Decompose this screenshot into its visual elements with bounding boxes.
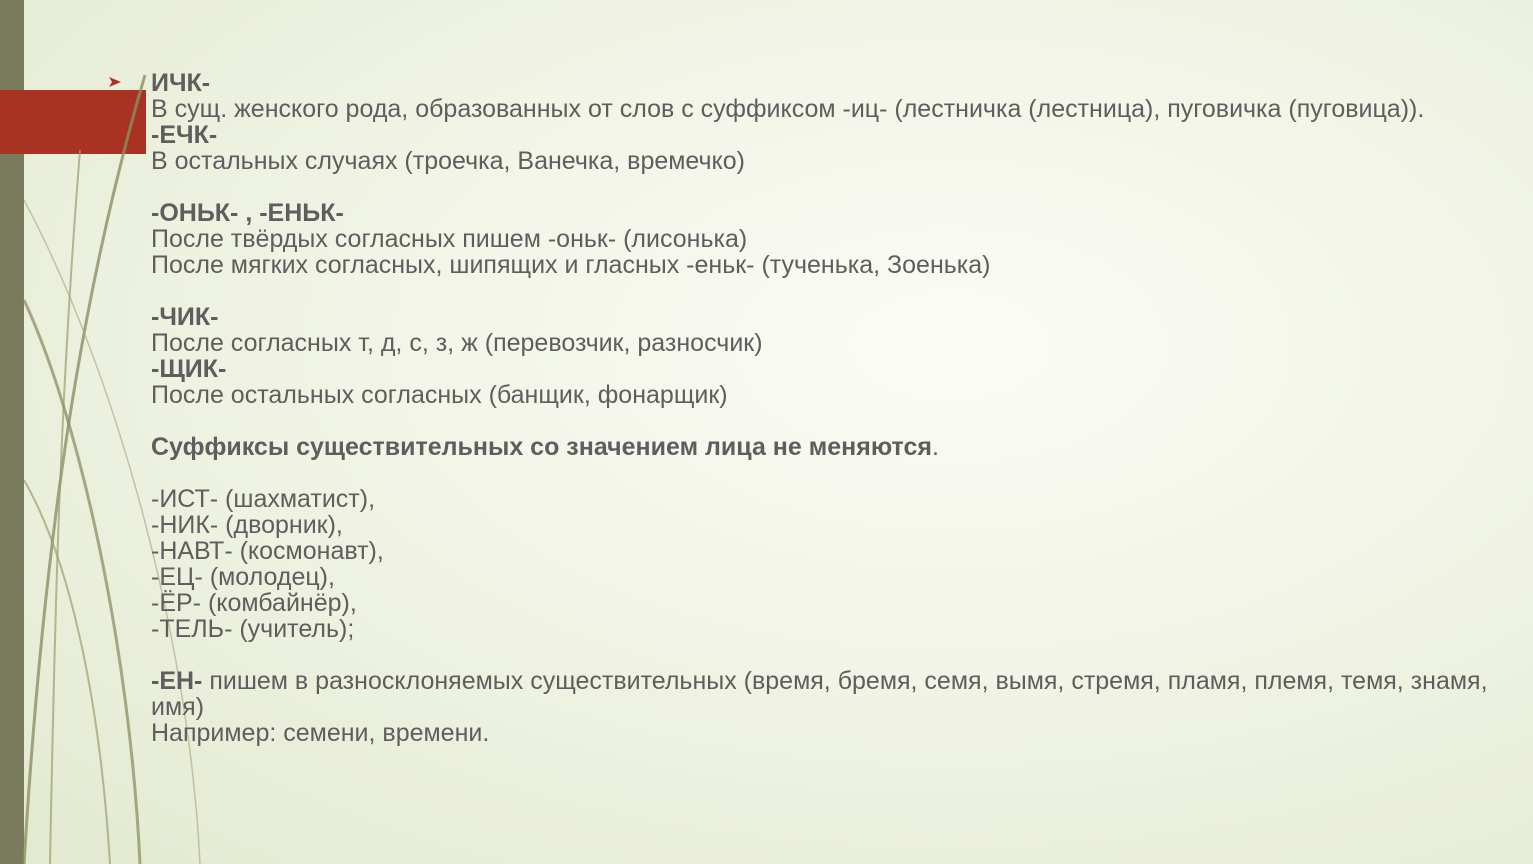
- suffix-list-item: -НИК- (дворник),: [151, 511, 343, 539]
- onk-rule-hard: После твёрдых согласных пишем -оньк- (лисонька): [151, 225, 748, 253]
- arrow-bullet-icon: [108, 76, 122, 88]
- person-suffix-rule-end: .: [931, 433, 939, 461]
- suffix-list-item: -ЁР- (комбайнёр),: [151, 589, 357, 617]
- en-rule: [151, 668, 1511, 720]
- shchik-heading: -ЩИК-: [151, 355, 227, 383]
- chik-rule: После согласных т, д, с, з, ж (перевозчик, разносчик): [151, 329, 763, 357]
- suffix-list-item: -ТЕЛЬ- (учитель);: [151, 615, 355, 643]
- ichk-rule: В сущ. женского рода, образованных от слов с суффиксом -иц- (лестничка (лестница), пуговичка (пуговица)).: [151, 95, 1425, 123]
- suffix-list-item: -ИСТ- (шахматист),: [151, 485, 376, 513]
- onk-heading: -ОНЬК- , -ЕНЬК-: [151, 199, 344, 227]
- echk-rule: В остальных случаях (троечка, Ванечка, времечко): [151, 147, 745, 175]
- person-suffix-rule-text: Суффиксы существительных со значением лица не меняются: [151, 433, 932, 461]
- suffix-list-item: -ЕЦ- (молодец),: [151, 563, 335, 591]
- ichk-heading: ИЧК-: [151, 69, 211, 97]
- person-suffix-rule: [151, 434, 1511, 460]
- slide-body: [151, 70, 1511, 746]
- example-line: Например: семени, времени.: [151, 719, 490, 747]
- echk-heading: -ЕЧК-: [151, 121, 218, 149]
- suffix-list-item: -НАВТ- (космонавт),: [151, 537, 384, 565]
- chik-heading: -ЧИК-: [151, 303, 219, 331]
- en-rule-text: пишем в разносклоняемых существительных (время, бремя, семя, вымя, стремя, пламя, племя, темя, знамя, имя): [151, 667, 1495, 721]
- en-heading: -ЕН-: [151, 667, 203, 695]
- shchik-rule: После остальных согласных (банщик, фонарщик): [151, 381, 728, 409]
- onk-rule-soft: После мягких согласных, шипящих и гласных -еньк- (тученька, Зоенька): [151, 251, 991, 279]
